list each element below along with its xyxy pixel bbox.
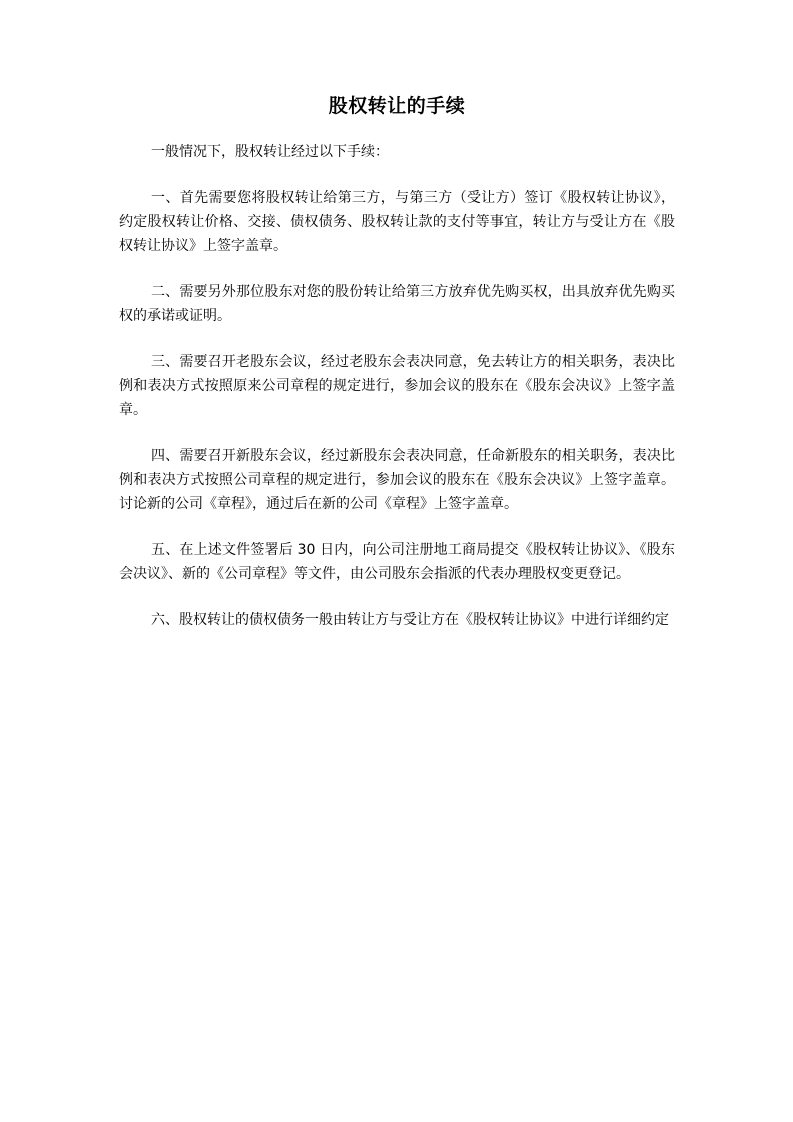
document-title: 股权转让的手续	[328, 95, 466, 117]
document-body	[119, 92, 675, 632]
step-paragraph-1: 一、首先需要您将股权转让给第三方，与第三方（受让方）签订《股权转让协议》，约定股权转让价格、交接、债权债务、股权转让款的支付等事宜，转让方与受让方在《股权转让协议》上签字盖章。	[119, 190, 675, 254]
step-paragraph-3: 三、需要召开老股东会议，经过老股东会表决同意，免去转让方的相关职务，表决比例和表决方式按照原来公司章程的规定进行，参加会议的股东在《股东会决议》上签字盖章。	[119, 354, 675, 418]
step-paragraph-2: 二、需要另外那位股东对您的股份转让给第三方放弃优先购买权，出具放弃优先购买权的承诺或证明。	[119, 284, 675, 324]
step-paragraph-4: 四、需要召开新股东会议，经过新股东会表决同意，任命新股东的相关职务，表决比例和表决方式按照公司章程的规定进行，参加会议的股东在《股东会决议》上签字盖章。讨论新的公司《章程》，通过后在新的公司《章程》上签字盖章。	[119, 448, 675, 512]
intro-paragraph: 一般情况下，股权转让经过以下手续：	[151, 144, 389, 160]
step-paragraph-5: 五、在上述文件签署后 30 日内，向公司注册地工商局提交《股权转让协议》、《股东会决议》、新的《公司章程》等文件，由公司股东会指派的代表办理股权变更登记。	[119, 542, 675, 582]
step-paragraph-6: 六、股权转让的债权债务一般由转让方与受让方在《股权转让协议》中进行详细约定	[151, 612, 669, 628]
